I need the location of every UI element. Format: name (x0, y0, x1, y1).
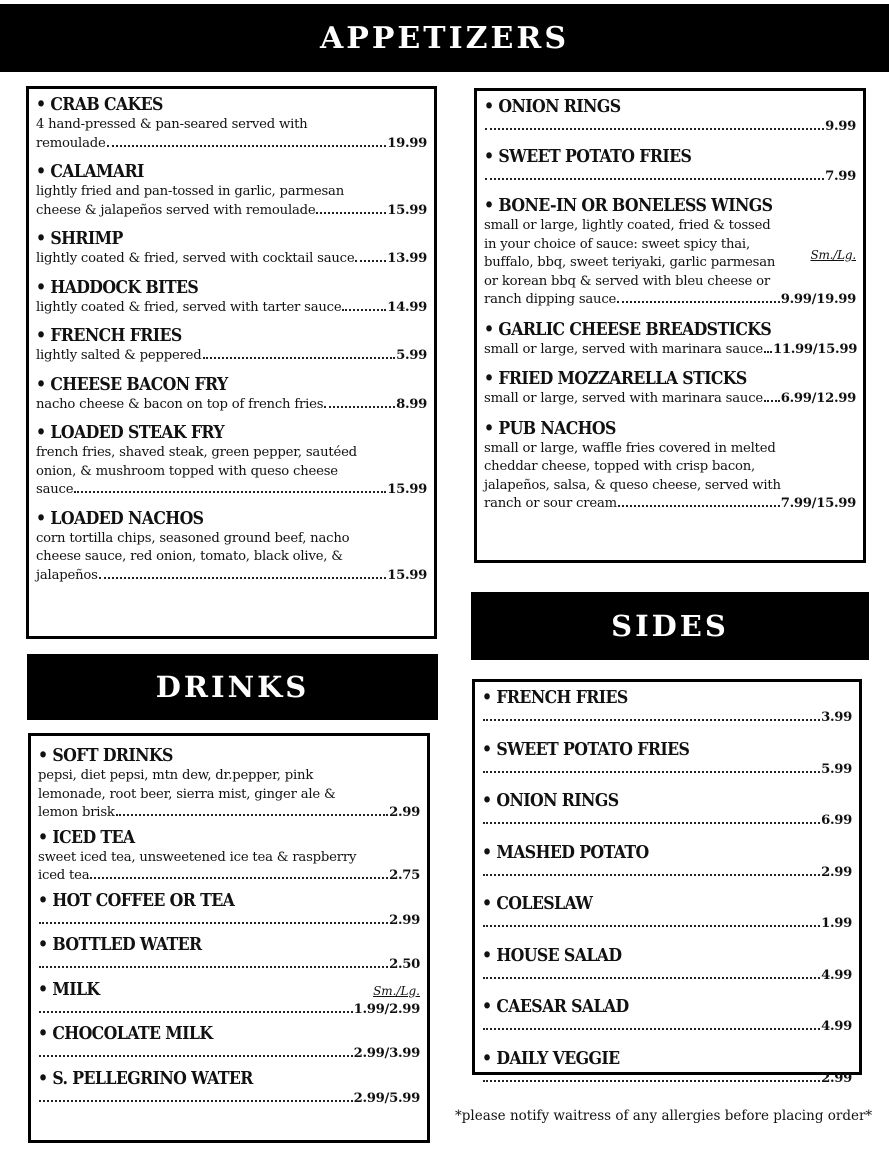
dot-leader (485, 178, 824, 180)
menu-item-name (38, 980, 100, 1001)
menu-item-description-end: sauce (36, 482, 74, 497)
menu-item-description-end: ranch or sour cream (484, 496, 617, 511)
dot-leader (39, 1011, 353, 1013)
bullet-icon: • (484, 97, 494, 117)
menu-item-name (484, 320, 771, 341)
menu-item-title: SOFT DRINKS (52, 746, 173, 766)
menu-item-title: BOTTLED WATER (52, 935, 202, 955)
bullet-icon: • (484, 319, 494, 340)
dot-leader (483, 874, 820, 876)
menu-item-price-line (484, 390, 856, 409)
menu-item-name-row (484, 320, 856, 341)
menu-item-price-line (36, 202, 427, 221)
menu-item-name (482, 1049, 620, 1070)
menu-item-price: 6.99/12.99 (780, 391, 856, 406)
menu-item-price: 2.99/5.99 (353, 1090, 420, 1106)
drinks-banner (27, 654, 438, 720)
menu-item-price: 7.99 (825, 168, 856, 184)
menu-item-price: 15.99 (387, 482, 427, 497)
menu-item-title: SWEET POTATO FRIES (496, 739, 690, 760)
menu-item-price: 6.99 (821, 813, 852, 828)
bullet-icon: • (484, 146, 494, 167)
bullet-icon: • (36, 162, 46, 182)
dot-leader (618, 505, 780, 507)
menu-item-name (484, 147, 691, 168)
menu-item (484, 97, 856, 137)
dot-leader (483, 977, 820, 979)
menu-item-description: 4 hand-pressed & pan-seared served with (36, 117, 308, 132)
menu-item-name (484, 97, 620, 118)
dot-leader (39, 922, 388, 924)
menu-item-title: LOADED NACHOS (50, 508, 204, 529)
menu-item (482, 1049, 852, 1089)
menu-item-title: SWEET POTATO FRIES (498, 146, 692, 167)
menu-item-title: BONE-IN OR BONELESS WINGS (498, 196, 773, 216)
menu-item-name-row (36, 95, 427, 116)
menu-item-name (38, 746, 173, 767)
menu-item-price: 2.99 (389, 912, 420, 928)
menu-item-price-line (38, 804, 420, 823)
menu-item-price-line (36, 250, 427, 269)
menu-item (482, 688, 852, 728)
menu-item-price-line (484, 168, 856, 187)
bullet-icon: • (38, 827, 48, 848)
menu-item (38, 1024, 420, 1064)
appetizers-right-list (484, 97, 856, 514)
menu-item-name (484, 369, 747, 390)
menu-item-name (482, 894, 592, 915)
menu-item (38, 828, 420, 886)
menu-item-price-line (484, 291, 856, 310)
size-note: Sm./Lg. (810, 248, 856, 262)
bullet-icon: • (38, 1068, 48, 1089)
bullet-icon: • (482, 1048, 492, 1069)
menu-item-price: 8.99 (396, 396, 427, 412)
menu-item-name (482, 997, 629, 1018)
dot-leader (342, 309, 386, 311)
menu-item-description-end: remoulade (36, 135, 106, 151)
menu-item-price-line (482, 761, 852, 780)
menu-item-name (484, 196, 772, 217)
menu-item-name-row (484, 97, 856, 118)
menu-item-description-end: small or large, served with marinara sauce (484, 391, 763, 406)
menu-item-price-line (484, 495, 856, 514)
menu-item-title: CAESAR SALAD (496, 997, 629, 1017)
menu-item-description-end: lightly salted & peppered (36, 348, 202, 363)
appetizers-left-box (26, 86, 437, 639)
menu-item-name-row (484, 196, 856, 217)
menu-item (484, 320, 856, 360)
menu-item-name-row (36, 423, 427, 444)
bullet-icon: • (36, 229, 46, 249)
bullet-icon: • (482, 739, 492, 760)
allergy-note: *please notify waitress of any allergies before placing order* (455, 1108, 873, 1124)
menu-item-name (482, 688, 628, 709)
menu-item-title: DAILY VEGGIE (496, 1048, 620, 1069)
size-note: Sm./Lg. (373, 983, 420, 998)
menu-item-name-row (36, 326, 427, 347)
menu-item-price: 2.99/3.99 (353, 1046, 420, 1061)
bullet-icon: • (38, 1024, 48, 1044)
menu-item-price: 13.99 (387, 251, 427, 266)
menu-item-name-row (36, 278, 427, 299)
dot-leader (316, 212, 386, 214)
menu-item-price-line (38, 956, 420, 975)
menu-item-name-row (38, 980, 420, 1001)
menu-item-price-line (38, 1045, 420, 1064)
sides-heading: SIDES (611, 609, 729, 643)
menu-item (482, 997, 852, 1037)
menu-item-name (38, 828, 135, 849)
menu-item (38, 980, 420, 1020)
menu-item-price: 2.99 (389, 805, 420, 820)
menu-item (38, 746, 420, 823)
menu-item-description: in your choice of sauce: sweet spicy thai, (484, 236, 750, 252)
menu-item-name (38, 1069, 253, 1090)
menu-item-price: 4.99 (821, 967, 852, 983)
menu-item-price: 9.99 (825, 119, 856, 134)
menu-item-price: 15.99 (387, 567, 427, 583)
menu-item-name-row (482, 791, 852, 812)
menu-item-price-line (38, 867, 420, 886)
menu-item-price: 2.75 (389, 868, 420, 883)
dot-leader (355, 260, 386, 262)
dot-leader (99, 577, 387, 579)
menu-item-description: lightly fried and pan-tossed in garlic, parmesan (36, 184, 344, 199)
menu-item-price: 9.99/19.99 (780, 292, 856, 307)
dot-leader (90, 877, 388, 879)
menu-item-description: pepsi, diet pepsi, mtn dew, dr.pepper, pink (38, 768, 314, 783)
menu-item (38, 935, 420, 975)
menu-item-price-line (482, 967, 852, 986)
menu-item (36, 95, 427, 153)
menu-item-price: 2.99 (821, 1070, 852, 1086)
menu-item-title: LOADED STEAK FRY (50, 423, 224, 443)
menu-item-description-end: nacho cheese & bacon on top of french fries (36, 396, 324, 412)
menu-item (484, 369, 856, 409)
menu-item-price-line (36, 396, 427, 415)
menu-item (482, 843, 852, 883)
bullet-icon: • (36, 277, 46, 298)
drinks-list (38, 746, 420, 1108)
menu-item-name (36, 278, 198, 299)
menu-item-description: corn tortilla chips, seasoned ground beef, nacho (36, 530, 350, 546)
bullet-icon: • (38, 935, 48, 955)
dot-leader (764, 351, 772, 353)
menu-item-title: PUB NACHOS (498, 418, 616, 439)
menu-item-title: ICED TEA (52, 827, 135, 848)
menu-item-title: ONION RINGS (498, 97, 621, 117)
menu-item-price: 3.99 (821, 710, 852, 725)
dot-leader (483, 925, 820, 927)
menu-item-price-line (482, 1018, 852, 1037)
menu-item-name-row (484, 419, 856, 440)
menu-item-price-line (38, 1001, 420, 1020)
bullet-icon: • (482, 945, 492, 966)
menu-item-description-end: small or large, served with marinara sauce (484, 341, 763, 357)
menu-item-description: small or large, lightly coated, fried & tossed (484, 218, 771, 233)
dot-leader (483, 822, 820, 824)
menu-item-name-row (484, 147, 856, 168)
sides-box (472, 679, 862, 1086)
menu-item-title: CHEESE BACON FRY (50, 374, 228, 395)
menu-item-name-row (482, 946, 852, 967)
menu-item (482, 740, 852, 780)
menu-item-description: or korean bbq & served with bleu cheese or (484, 273, 770, 289)
menu-item-name-row (482, 688, 852, 709)
menu-item-title: CHOCOLATE MILK (52, 1024, 213, 1044)
menu-item-price: 1.99/2.99 (353, 1001, 420, 1017)
bullet-icon: • (36, 374, 46, 395)
dot-leader (39, 1055, 353, 1057)
menu-item-name (36, 509, 203, 530)
dot-leader (764, 400, 780, 402)
appetizers-right-box (474, 88, 866, 563)
drinks-heading: DRINKS (155, 670, 310, 704)
menu-item-title: CALAMARI (50, 162, 144, 182)
menu-item-price: 15.99 (387, 202, 427, 218)
menu-item-price-line (484, 118, 856, 137)
drinks-box (28, 733, 430, 1143)
menu-item-name (36, 95, 163, 116)
menu-item-price: 2.50 (389, 957, 420, 972)
menu-item-price: 19.99 (387, 135, 427, 151)
menu-item-name-row (36, 162, 427, 183)
menu-item-price-line (36, 135, 427, 154)
menu-item-description: jalapeños, salsa, & queso cheese, served with (484, 477, 781, 493)
bullet-icon: • (38, 746, 48, 766)
menu-item-price: 1.99 (821, 916, 852, 931)
menu-item-name-row (482, 997, 852, 1018)
menu-item-price-line (484, 341, 856, 360)
menu-item-name (36, 162, 144, 183)
menu-item-description-end: jalapeños (36, 567, 98, 583)
menu-item-name (36, 326, 182, 347)
appetizers-banner (0, 4, 889, 72)
menu-item-price-line (482, 1070, 852, 1089)
menu-item-title: HADDOCK BITES (50, 277, 199, 298)
menu-item-price-line (36, 481, 427, 500)
appetizers-heading: APPETIZERS (320, 20, 569, 56)
menu-item-title: FRENCH FRIES (50, 326, 182, 346)
menu-item-description: onion, & mushroom topped with queso cheese (36, 463, 338, 479)
menu-item-name-row (36, 229, 427, 250)
menu-item-name-row (38, 1069, 420, 1090)
menu-item-price-line (36, 567, 427, 586)
dot-leader (39, 1100, 353, 1102)
bullet-icon: • (38, 890, 48, 911)
menu-item-name (482, 791, 618, 812)
menu-item-title: MASHED POTATO (496, 842, 649, 863)
bullet-icon: • (482, 688, 492, 708)
menu-item-title: GARLIC CHEESE BREADSTICKS (498, 319, 772, 340)
menu-item-price-line (482, 812, 852, 831)
menu-item-name-row (38, 1024, 420, 1045)
menu-item-title: ONION RINGS (496, 791, 619, 811)
menu-item-name (36, 229, 123, 250)
menu-item-name-row (36, 375, 427, 396)
menu-item (36, 375, 427, 415)
menu-item (36, 423, 427, 500)
menu-item-name-row (482, 843, 852, 864)
menu-item-price: 4.99 (821, 1019, 852, 1034)
menu-item-name (482, 740, 689, 761)
menu-item-name-row (482, 740, 852, 761)
menu-item (482, 791, 852, 831)
bullet-icon: • (38, 979, 48, 1000)
menu-item-name-row (482, 894, 852, 915)
menu-item-name-row (38, 828, 420, 849)
bullet-icon: • (36, 95, 46, 115)
menu-item-price: 11.99/15.99 (772, 341, 858, 357)
bullet-icon: • (482, 997, 492, 1017)
bullet-icon: • (36, 508, 46, 529)
bullet-icon: • (482, 842, 492, 863)
menu-item (36, 278, 427, 318)
menu-item-title: CRAB CAKES (50, 95, 163, 115)
menu-item-title: FRENCH FRIES (496, 688, 628, 708)
menu-item-name-row (36, 509, 427, 530)
menu-item-price-line (38, 1090, 420, 1109)
bullet-icon: • (484, 196, 494, 216)
dot-leader (324, 406, 395, 408)
menu-item-name (482, 843, 649, 864)
dot-leader (483, 771, 820, 773)
menu-item (36, 229, 427, 269)
menu-item-title: COLESLAW (496, 894, 593, 914)
bullet-icon: • (482, 894, 492, 914)
dot-leader (203, 357, 396, 359)
menu-item-name (484, 419, 616, 440)
dot-leader (485, 128, 824, 130)
menu-item-price-line (38, 912, 420, 931)
menu-item-price: 5.99 (396, 348, 427, 363)
menu-item-name (38, 1024, 212, 1045)
dot-leader (74, 491, 386, 493)
menu-item-title: SHRIMP (50, 229, 123, 249)
menu-item-description-end: lightly coated & fried, served with cocktail sauce (36, 251, 355, 266)
menu-item-price-line (36, 347, 427, 366)
menu-item-name (36, 423, 224, 444)
menu-item-title: HOT COFFEE OR TEA (52, 890, 235, 911)
menu-item-price-line (482, 864, 852, 883)
menu-item-price-line (482, 709, 852, 728)
menu-item (36, 162, 427, 220)
menu-item-description: buffalo, bbq, sweet teriyaki, garlic parmesan Sm./Lg. (484, 248, 856, 270)
menu-item (484, 419, 856, 514)
menu-item-title: HOUSE SALAD (496, 945, 622, 966)
menu-item-description-end: cheese & jalapeños served with remoulade (36, 202, 316, 218)
menu-item-name-row (38, 891, 420, 912)
bullet-icon: • (484, 418, 494, 439)
dot-leader (107, 145, 387, 147)
menu-item (36, 509, 427, 586)
menu-item-description-end: lemon brisk (38, 805, 115, 820)
dot-leader (116, 814, 388, 816)
dot-leader (39, 966, 388, 968)
bullet-icon: • (36, 326, 46, 346)
menu-item-title: S. PELLEGRINO WATER (52, 1068, 253, 1089)
menu-item-description-end: ranch dipping sauce (484, 292, 617, 307)
menu-item-name (38, 891, 234, 912)
bullet-icon: • (482, 791, 492, 811)
menu-item-description-end: lightly coated & fried, served with tarter sauce (36, 299, 342, 315)
menu-item-description: cheddar cheese, topped with crisp bacon, (484, 459, 756, 474)
menu-item-name-row (38, 746, 420, 767)
menu-item-name-row (484, 369, 856, 390)
menu-item (482, 946, 852, 986)
menu-item (484, 196, 856, 310)
menu-item (482, 894, 852, 934)
bullet-icon: • (36, 423, 46, 443)
menu-item-price: 2.99 (821, 864, 852, 880)
menu-item-title: FRIED MOZZARELLA STICKS (498, 369, 747, 389)
bullet-icon: • (484, 369, 494, 389)
menu-item-name (36, 375, 228, 396)
menu-item (38, 891, 420, 931)
menu-item-description-end: iced tea (38, 868, 90, 883)
menu-item-description: cheese sauce, red onion, tomato, black olive, & (36, 549, 343, 564)
menu-item-name (482, 946, 621, 967)
menu-item-description: lemonade, root beer, sierra mist, ginger ale & (38, 786, 336, 802)
sides-list (482, 688, 852, 1088)
menu-item-price: 5.99 (821, 761, 852, 777)
menu-item-title: MILK (52, 979, 100, 1000)
dot-leader (483, 1080, 820, 1082)
dot-leader (617, 301, 780, 303)
menu-item-price: 14.99 (387, 299, 427, 315)
menu-item-price-line (482, 915, 852, 934)
dot-leader (483, 1028, 820, 1030)
sides-banner (471, 592, 869, 660)
menu-item-name-row (38, 935, 420, 956)
menu-item-name-row (482, 1049, 852, 1070)
menu-item (38, 1069, 420, 1109)
menu-item (484, 147, 856, 187)
menu-item-description: french fries, shaved steak, green pepper, sautéed (36, 445, 357, 460)
menu-item-price: 7.99/15.99 (780, 496, 856, 511)
appetizers-left-list (36, 95, 427, 585)
menu-item (36, 326, 427, 366)
menu-item-name (38, 935, 202, 956)
menu-item-description: sweet iced tea, unsweetened ice tea & raspberry (38, 849, 357, 865)
dot-leader (483, 719, 820, 721)
menu-item-description: small or large, waffle fries covered in melted (484, 440, 776, 456)
menu-item-price-line (36, 299, 427, 318)
